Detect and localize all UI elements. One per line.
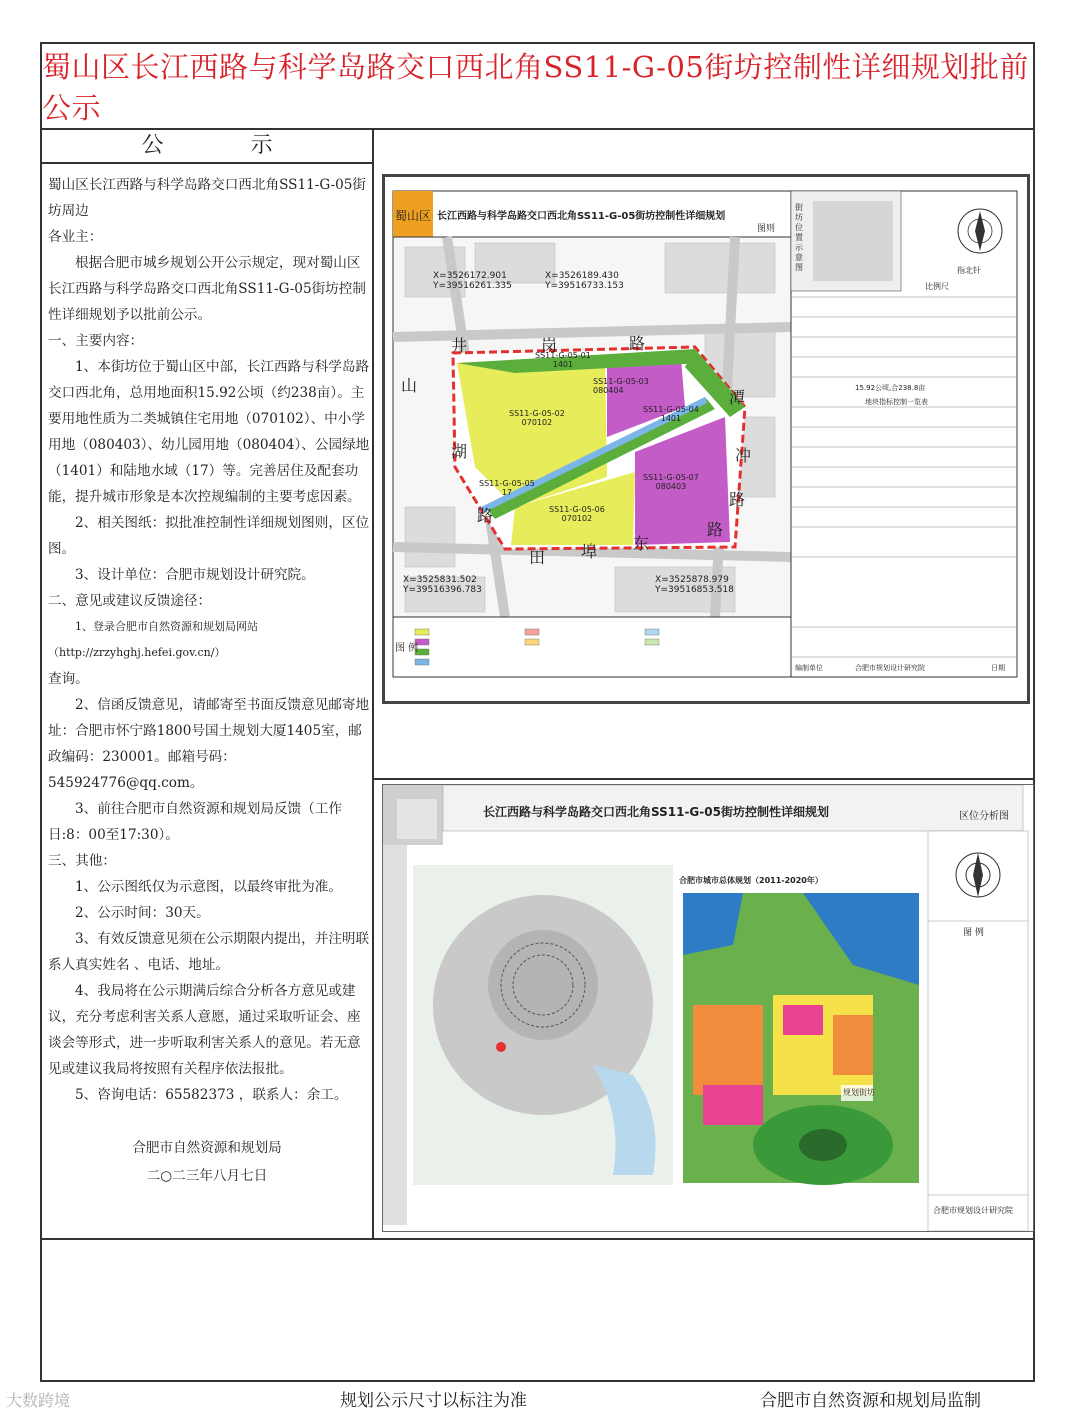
road-label-south-3: 东 (633, 534, 650, 553)
road-label-east-1: 潭 (729, 388, 746, 407)
design-unit: 合肥市规划设计研究院 (855, 664, 925, 672)
plan-map-header: 长江西路与科学岛路交口西北角SS11-G-05街坊控制性详细规划 (437, 211, 726, 222)
parcel-label: SS11-G-05-07 080403 (643, 473, 699, 491)
plan-map (382, 174, 1030, 704)
section-3-item-5: 5、咨询电话：65582373 ，联系人：余工。 (75, 1087, 348, 1103)
parcel-label: SS11-G-05-06 070102 (549, 505, 605, 523)
signature: 合肥市自然资源和规划局 (132, 1140, 282, 1156)
location-design-unit: 合肥市规划设计研究院 (933, 1206, 1013, 1215)
parcel-label: SS11-G-05-03 080404 (593, 377, 649, 395)
location-sheet-type: 区位分析图 (959, 811, 1009, 822)
coord-top-left: X=3526172.901 Y=39516261.335 (433, 271, 512, 291)
section-1-item-3: 3、设计单位：合肥市规划设计研究院。 (75, 567, 315, 583)
section-2-item-1: 1、登录合肥市自然资源和规划局网站（http://zrzyhghj.hefei.gov.cn/） (48, 620, 258, 659)
section-3-item-4: 4、我局将在公示期满后综合分析各方意见或建议，充分考虑利害关系人意愿，通过采取听证会、座谈会等形式，进一步听取利害关系人的意见。若无意见或建议我局将按照有关程序依法报批。 (48, 983, 361, 1077)
parcel-label: SS11-G-05-04 1401 (643, 405, 699, 423)
divider (42, 1238, 1033, 1240)
notice-greeting-2: 各业主： (48, 229, 103, 245)
divider (372, 778, 1035, 780)
section-2-item-2: 2、信函反馈意见，请邮寄至书面反馈意见邮寄地址：合肥市怀宁路1800号国土规划大厦1405室，邮政编码：230001。邮箱号码：545924776@qq.com。 (48, 697, 370, 791)
section-2-item-3: 3、前往合肥市自然资源和规划局反馈（工作日:8：00至17:30）。 (48, 801, 342, 843)
coord-bottom-right: X=3525878.979 Y=39516853.518 (655, 575, 734, 595)
coord-top-right: X=3526189.430 Y=39516733.153 (545, 271, 624, 291)
section-3-title: 三、其他： (48, 853, 116, 869)
section-2-title: 二、意见或建议反馈途径： (48, 593, 212, 609)
location-map (382, 784, 1034, 1232)
section-3-item-3: 3、有效反馈意见须在公示期限内提出，并注明联系人真实姓名 、电话、地址。 (48, 931, 370, 973)
watermark: 大数跨境 (6, 1391, 71, 1410)
notice-greeting: 蜀山区长江西路与科学岛路交口西北角SS11-G-05街坊周边 (48, 177, 366, 219)
footer-note: 规划公示尺寸以标注为准 (340, 1391, 527, 1411)
location-inset-label: 街坊位置示意图 (795, 203, 803, 272)
road-label-north-3: 路 (629, 334, 646, 353)
notice-column (42, 128, 374, 1238)
road-label-north-1: 井 (451, 336, 468, 355)
master-plan-caption: 合肥市城市总体规划（2011-2020年） (679, 876, 823, 885)
district-tag: 蜀山区 (394, 209, 431, 223)
notice-date: 二○二三年八月七日 (146, 1168, 268, 1184)
scale-label: 比例尺 (925, 282, 949, 291)
notice-body (42, 172, 372, 1108)
index-table-title: 地块指标控制一览表 (865, 398, 928, 406)
section-3-item-2: 2、公示时间：30天。 (75, 905, 210, 921)
section-2-item-1b: 查询。 (48, 671, 89, 687)
area-total: 15.92公顷,合238.8亩 (855, 384, 926, 392)
road-label-west-2: 湖 (451, 442, 468, 461)
road-label-south-4: 路 (707, 520, 724, 539)
plan-map-drawing (385, 177, 1027, 701)
section-1-item-2: 2、相关图纸：拟批准控制性详细规划图则，区位图。 (48, 515, 370, 557)
notice-intro: 根据合肥市城乡规划公开公示规定，现对蜀山区长江西路与科学岛路交口西北角SS11-G-05街坊控制性详细规划予以批前公示。 (48, 255, 366, 323)
page-title: 蜀山区长江西路与科学岛路交口西北角SS11-G-05街坊控制性详细规划批前公示 (42, 44, 1033, 130)
north-arrow-label: 指北针 (957, 266, 981, 275)
sheet-type: 图则 (757, 224, 776, 234)
section-1-item-1: 1、本街坊位于蜀山区中部，长江西路与科学岛路交口西北角，总用地面积15.92公顷（约238亩）。主要用地性质为二类城镇住宅用地（070102）、中小学用地（080403）、幼儿园用地（080404）、公园绿地（1401）和陆地水域（17）等。完善居住及配套功能，提升城市形象是本次控规编制的主要考虑因素。 (48, 359, 370, 505)
plan-legend-label: 图 例 (395, 643, 419, 654)
road-label-west-1: 山 (401, 376, 418, 395)
parcel-label: SS11-G-05-02 070102 (509, 409, 565, 427)
section-3-item-1: 1、公示图纸仅为示意图，以最终审批为准。 (75, 879, 342, 895)
notice-heading: 公 示 (42, 128, 372, 164)
date-label: 日期 (991, 664, 1005, 672)
location-map-header: 长江西路与科学岛路交口西北角SS11-G-05街坊控制性详细规划 (483, 805, 829, 819)
location-legend-label: 图 例 (963, 928, 984, 938)
road-label-south-2: 埠 (581, 542, 598, 561)
parcel-label: SS11-G-05-01 1401 (535, 351, 591, 369)
location-map-drawing (383, 785, 1033, 1231)
footer-supervisor: 合肥市自然资源和规划局监制 (760, 1391, 981, 1411)
road-label-west-3: 路 (477, 506, 494, 525)
compile-unit-label: 编制单位 (795, 664, 823, 672)
plan-site-label: 规划街坊 (843, 1088, 875, 1097)
road-label-east-3: 路 (729, 490, 746, 509)
road-label-north-2: 岗 (541, 336, 558, 355)
road-label-east-2: 冲 (735, 446, 752, 465)
parcel-label: SS11-G-05-05 17 (479, 479, 535, 497)
coord-bottom-left: X=3525831.502 Y=39516396.783 (403, 575, 482, 595)
road-label-south-1: 田 (529, 548, 546, 567)
section-1-title: 一、主要内容： (48, 333, 144, 349)
